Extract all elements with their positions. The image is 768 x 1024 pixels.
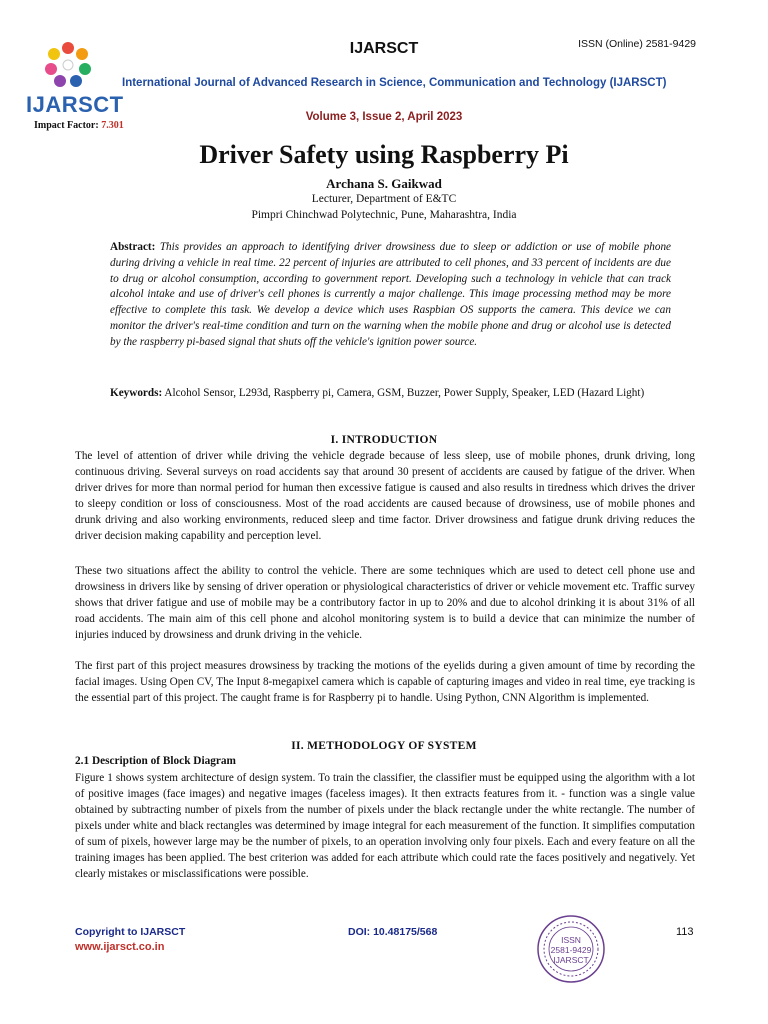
impact-value: 7.301 [101, 120, 124, 131]
volume-issue: Volume 3, Issue 2, April 2023 [305, 111, 463, 123]
subsection-heading: 2.1 Description of Block Diagram [75, 755, 236, 767]
page-number: 113 [676, 926, 694, 938]
journal-abbreviation: IJARSCT [349, 40, 419, 57]
body-paragraph: The level of attention of driver while driving the vehicle degrade because of less sleep, use of mobile phones, drunk driving, long continuous driving. Several surveys on road accidents say that around 30 present of accidents are caused by fatigue of the driver. When driver drives for more than normal period for human then excessive fatigue is caused and also results in tiredness which drives the driver to sleepy condition or loss of consciousness. Most of the road accidents are caused because of drowsiness, use of mobile phones and drunk driving and also working environments, reduced sleep and time factor. Driver drowsiness and fatigue drunk driving reduces the driver decision making capability and perception level. [75, 450, 695, 542]
paper-title: Driver Safety using Raspberry Pi [199, 140, 569, 169]
issn-online: ISSN (Online) 2581-9429 [578, 38, 696, 50]
seal-text: ISSN [561, 935, 581, 945]
seal-text: IJARSCT [553, 955, 589, 965]
seal-text: 2581-9429 [550, 945, 592, 955]
body-paragraph: Figure 1 shows system architecture of design system. To train the classifier, the classifier must be equipped using the algorithm with a lot of positive images (face images) and negative images (faceless images). It then extracts features from it. - function was a single value obtained by subtracting number of pixels from the number of pixels under the black rectangle under the white rectangle. The number of pixels under white and black rectangles was determined by image integral for each measurement of the function. It simplifies computation of sum of pixels, however large may be the number of pixels, to an operation involving only four pixels. Each and every feature on all the training images has been applied. The best criterion was added for each attribute which could rate the faces positively and negatively. Yet clearly mistakes or misclassifications were possible. [75, 772, 695, 880]
keywords [110, 386, 671, 402]
section-heading-methodology: II. METHODOLOGY OF SYSTEM [291, 740, 477, 752]
footer-copyright: Copyright to IJARSCT [75, 926, 186, 938]
abstract-text: This provides an approach to identifying driver drowsiness due to sleep or addiction or use of mobile phone during driving a vehicle in real time. 22 percent of injuries are attributed to cell phones, and 33 percent of incidents are due to drug or alcohol consumption, according to government report. Developing such a technology in vehicle that can track alcohol intake and use of driver's cell phones is currently a major challenge. This image processing method may be more effective to complete this task. We develop a device which uses Raspbian OS supports the camera. This device we can monitor the driver's real-time condition and turn on the warning when the mobile phone and drug or alcohol use is detected by the raspberry pi-based signal that shuts off the vehicle's ignition power source. [110, 241, 672, 348]
impact-label: Impact Factor: [34, 120, 99, 131]
author-affiliation-institution: Pimpri Chinchwad Polytechnic, Pune, Maharashtra, India [251, 209, 517, 221]
author-affiliation-department: Lecturer, Department of E&TC [311, 193, 457, 205]
abstract-label: Abstract: [110, 241, 156, 253]
body-paragraph: The first part of this project measures drowsiness by tracking the motions of the eyelids during a given amount of time by recording the facial images. Using Open CV, The Input 8-megapixel camera which is capable of capturing images and video in real time, eye tracking is the essential part of this project. The caught frame is for Raspberry pi to handle. Using Python, CNN Algorithm is implemented. [75, 660, 695, 704]
body-paragraph: These two situations affect the ability to control the vehicle. There are some techniques which are used to detect cell phone use and drowsiness in drivers like by sensing of driver operation or physiological characteristics of driver or vehicle movement etc. Traffic survey shows that driver fatigue and use of mobile may be a contributory factor in up to 20% and due to alcohol drinking it is about 31% of all road accidents. The main aim of this cell phone and alcohol monitoring system is to build a device that can minimize the number of injuries induced by drowsiness and drunk driving in the vehicle. [75, 565, 695, 641]
keywords-text: Alcohol Sensor, L293d, Raspberry pi, Camera, GSM, Buzzer, Power Supply, Speaker, LED (Hazard Light) [164, 387, 645, 399]
abstract [110, 240, 671, 351]
logo-text: IJARSCT [26, 92, 124, 117]
author-name: Archana S. Gaikwad [326, 176, 442, 191]
section-heading-introduction: I. INTRODUCTION [330, 434, 438, 446]
keywords-label: Keywords: [110, 387, 163, 399]
footer-doi: DOI: 10.48175/568 [348, 926, 438, 938]
journal-full-name: International Journal of Advanced Research in Science, Communication and Technology (IJARSCT) [122, 77, 667, 89]
footer-website-link[interactable]: www.ijarsct.co.in [75, 941, 165, 953]
